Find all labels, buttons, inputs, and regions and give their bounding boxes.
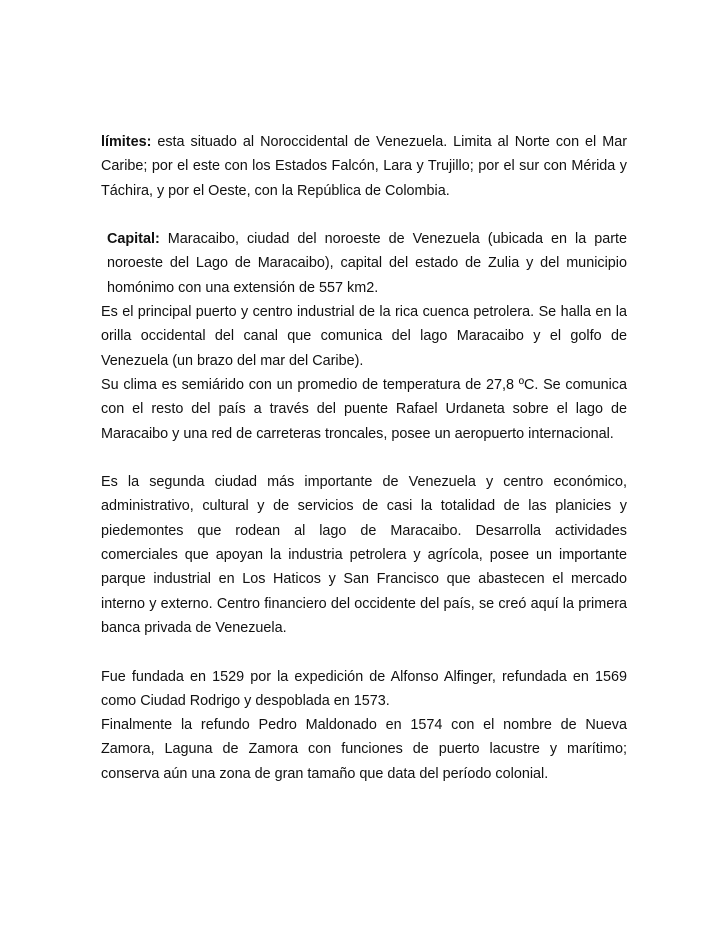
label-limites: límites: [101, 134, 152, 150]
document-page [101, 130, 627, 786]
paragraph-gap [101, 446, 627, 470]
paragraph-puerto: Es el principal puerto y centro industrial de la rica cuenca petrolera. Se halla en la orilla occidental del canal que comunica del lago Maracaibo y el golfo de Venezuela (un brazo del mar del Caribe). [101, 304, 627, 369]
paragraph-gap [101, 640, 627, 664]
paragraph-gap [101, 203, 627, 227]
label-capital: Capital: [107, 231, 160, 248]
paragraph-segunda: Es la segunda ciudad más importante de Venezuela y centro económico, administrativo, cultural y de servicios de casi la totalidad de las planicies y piedemontes que rodean al lago de Maracaibo. Desarrolla actividades comerciales que apoyan la industria petrolera y agrícola, posee un importante parque industrial en Los Haticos y San Francisco que abastecen el mercado interno y externo. Centro financiero del occidente del país, se creó aquí la primera banca privada de Venezuela. [101, 474, 627, 636]
paragraph-limites [101, 130, 627, 203]
text-limites: esta situado al Noroccidental de Venezuela. Limita al Norte con el Mar Caribe; por el este con los Estados Falcón, Lara y Trujillo; por el sur con Mérida y Táchira, y por el Oeste, con la República de Colombia. [101, 134, 627, 199]
paragraph-clima: Su clima es semiárido con un promedio de temperatura de 27,8 ºC. Se comunica con el resto del país a través del puente Rafael Urdaneta sobre el lago de Maracaibo y una red de carreteras troncales, posee un aeropuerto internacional. [101, 376, 627, 442]
text-capital: Maracaibo, ciudad del noroeste de Venezuela (ubicada en la parte noroeste del Lago de Maracaibo), capital del estado de Zulia y del municipio homónimo con una extensión de 557 km2. [107, 231, 627, 296]
paragraph-fundada: Fue fundada en 1529 por la expedición de Alfonso Alfinger, refundada en 1569 como Ciudad Rodrigo y despoblada en 1573. [101, 668, 627, 709]
paragraph-refundo: Finalmente la refundo Pedro Maldonado en 1574 con el nombre de Nueva Zamora, Laguna de Zamora con funciones de puerto lacustre y marítimo; conserva aún una zona de gran tamaño que data del período colonial. [101, 717, 627, 782]
paragraph-capital [101, 227, 627, 300]
